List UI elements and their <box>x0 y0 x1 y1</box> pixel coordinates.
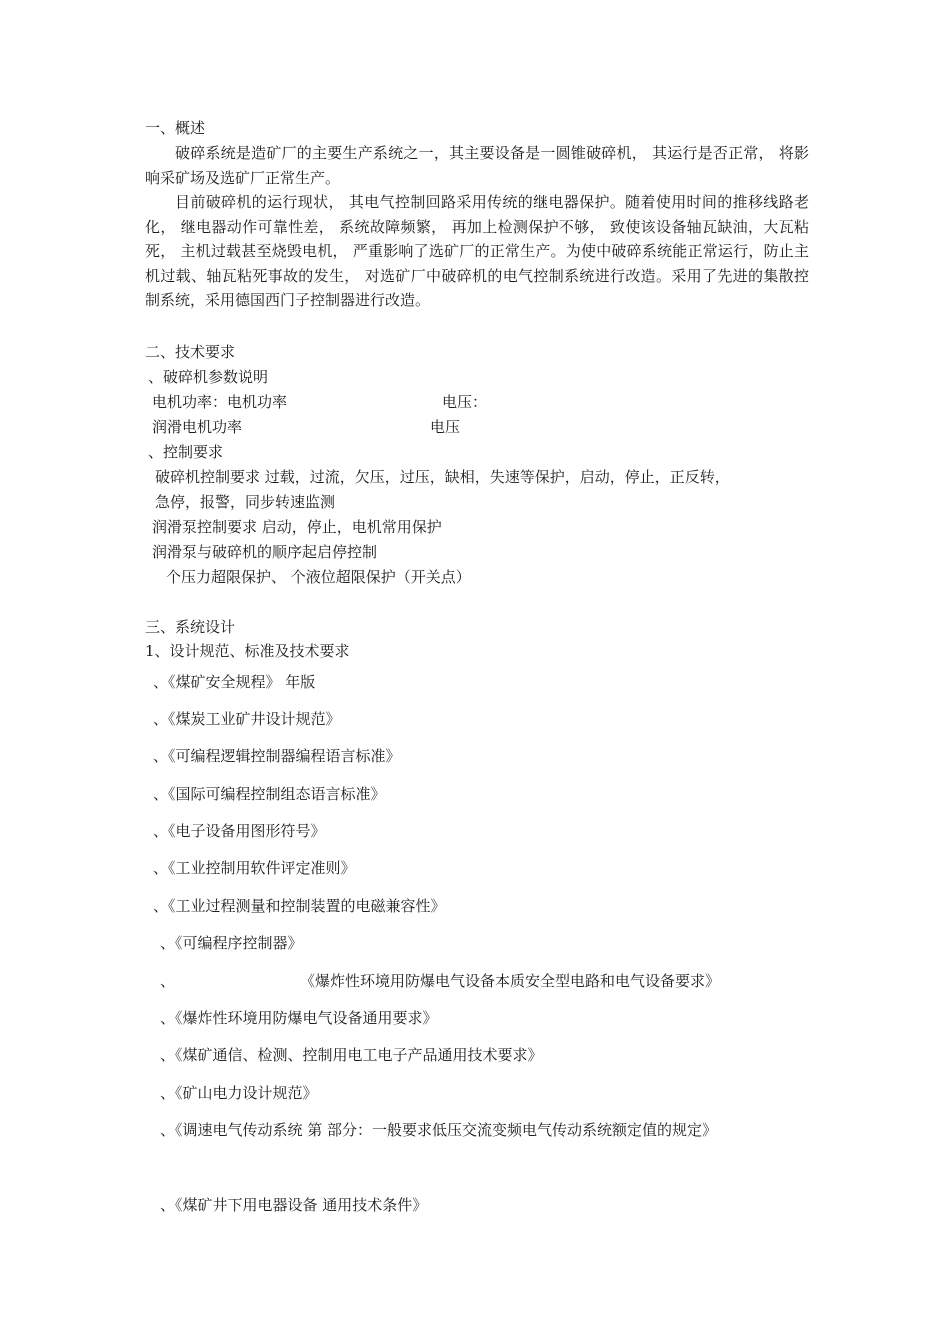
subheading-crusher-params: 、破碎机参数说明 <box>148 368 269 386</box>
reference-item: 、《爆炸性环境用防爆电气设备通用要求》 <box>160 1009 438 1027</box>
reference-item: 、《煤矿通信、检测、控制用电工电子产品通用技术要求》 <box>160 1046 543 1064</box>
reference-item: 、《矿山电力设计规范》 <box>160 1084 318 1102</box>
reference-item: 、《电子设备用图形符号》 <box>153 822 326 840</box>
overview-paragraph-1: 破碎系统是造矿厂的主要生产系统之一，其主要设备是一圆锥破碎机， 其运行是否正常， 将影响采矿场及选矿厂正常生产。 <box>145 144 809 187</box>
subheading-control-requirements: 、控制要求 <box>148 443 224 461</box>
reference-item: 、《煤矿井下用电器设备 通用技术条件》 <box>160 1196 428 1214</box>
pump-control-requirements: 润滑泵控制要求 启动，停止，电机常用保护 <box>152 518 442 536</box>
reference-item: 、《调速电气传动系统 第 部分：一般要求低压交流变频电气传动系统额定值的规定》 <box>160 1121 718 1139</box>
reference-item: 、《可编程序控制器》 <box>160 934 303 952</box>
voltage-label-2: 电压 <box>430 418 461 436</box>
reference-item: 、《工业控制用软件评定准则》 <box>153 859 356 877</box>
reference-item-prefix: 、 <box>160 972 176 990</box>
section-heading-tech-requirements: 二、技术要求 <box>145 343 236 361</box>
reference-item: 、《国际可编程控制组态语言标准》 <box>153 785 386 803</box>
crusher-control-requirements-line1: 破碎机控制要求 过载，过流，欠压，过压，缺相，失速等保护，启动，停止，正反转， <box>155 468 730 486</box>
section-heading-overview: 一、概述 <box>145 119 206 137</box>
overview-paragraph-2: 目前破碎机的运行现状， 其电气控制回路采用传统的继电器保护。随着使用时间的推移线路老化， 继电器动作可靠性差， 系统故障频繁， 再加上检测保护不够， 致使该设备轴瓦缺油，大瓦粘死， 主机过载甚至烧毁电机， 严重影响了选矿厂的正常生产。为使中破碎系统能正常运行，防止主机过载、轴瓦粘死事故的发生， 对选矿厂中破碎机的电气控制系统进行改造。采用了先进的集散控制系统，采用德国西门子控制器进行改造。 <box>145 193 809 309</box>
lube-motor-power-label: 润滑电机功率 <box>152 418 243 436</box>
reference-item: 《爆炸性环境用防爆电气设备本质安全型电路和电气设备要求》 <box>300 972 721 990</box>
reference-item: 、《可编程逻辑控制器编程语言标准》 <box>153 747 401 765</box>
reference-item: 、《工业过程测量和控制装置的电磁兼容性》 <box>153 897 446 915</box>
reference-item: 、《煤炭工业矿井设计规范》 <box>153 710 341 728</box>
sequence-control: 润滑泵与破碎机的顺序起启停控制 <box>152 543 378 561</box>
voltage-label-1: 电压： <box>442 393 488 411</box>
reference-item: 、《煤矿安全规程》 年版 <box>153 673 316 691</box>
crusher-control-requirements-line2: 急停，报警，同步转速监测 <box>155 493 336 511</box>
motor-power-label: 电机功率：电机功率 <box>152 393 288 411</box>
section-heading-system-design: 三、系统设计 <box>145 618 236 636</box>
subheading-design-standards: 1、设计规范、标准及技术要求 <box>145 642 350 660</box>
limit-protection: 个压力超限保护、 个液位超限保护（开关点） <box>166 568 471 586</box>
